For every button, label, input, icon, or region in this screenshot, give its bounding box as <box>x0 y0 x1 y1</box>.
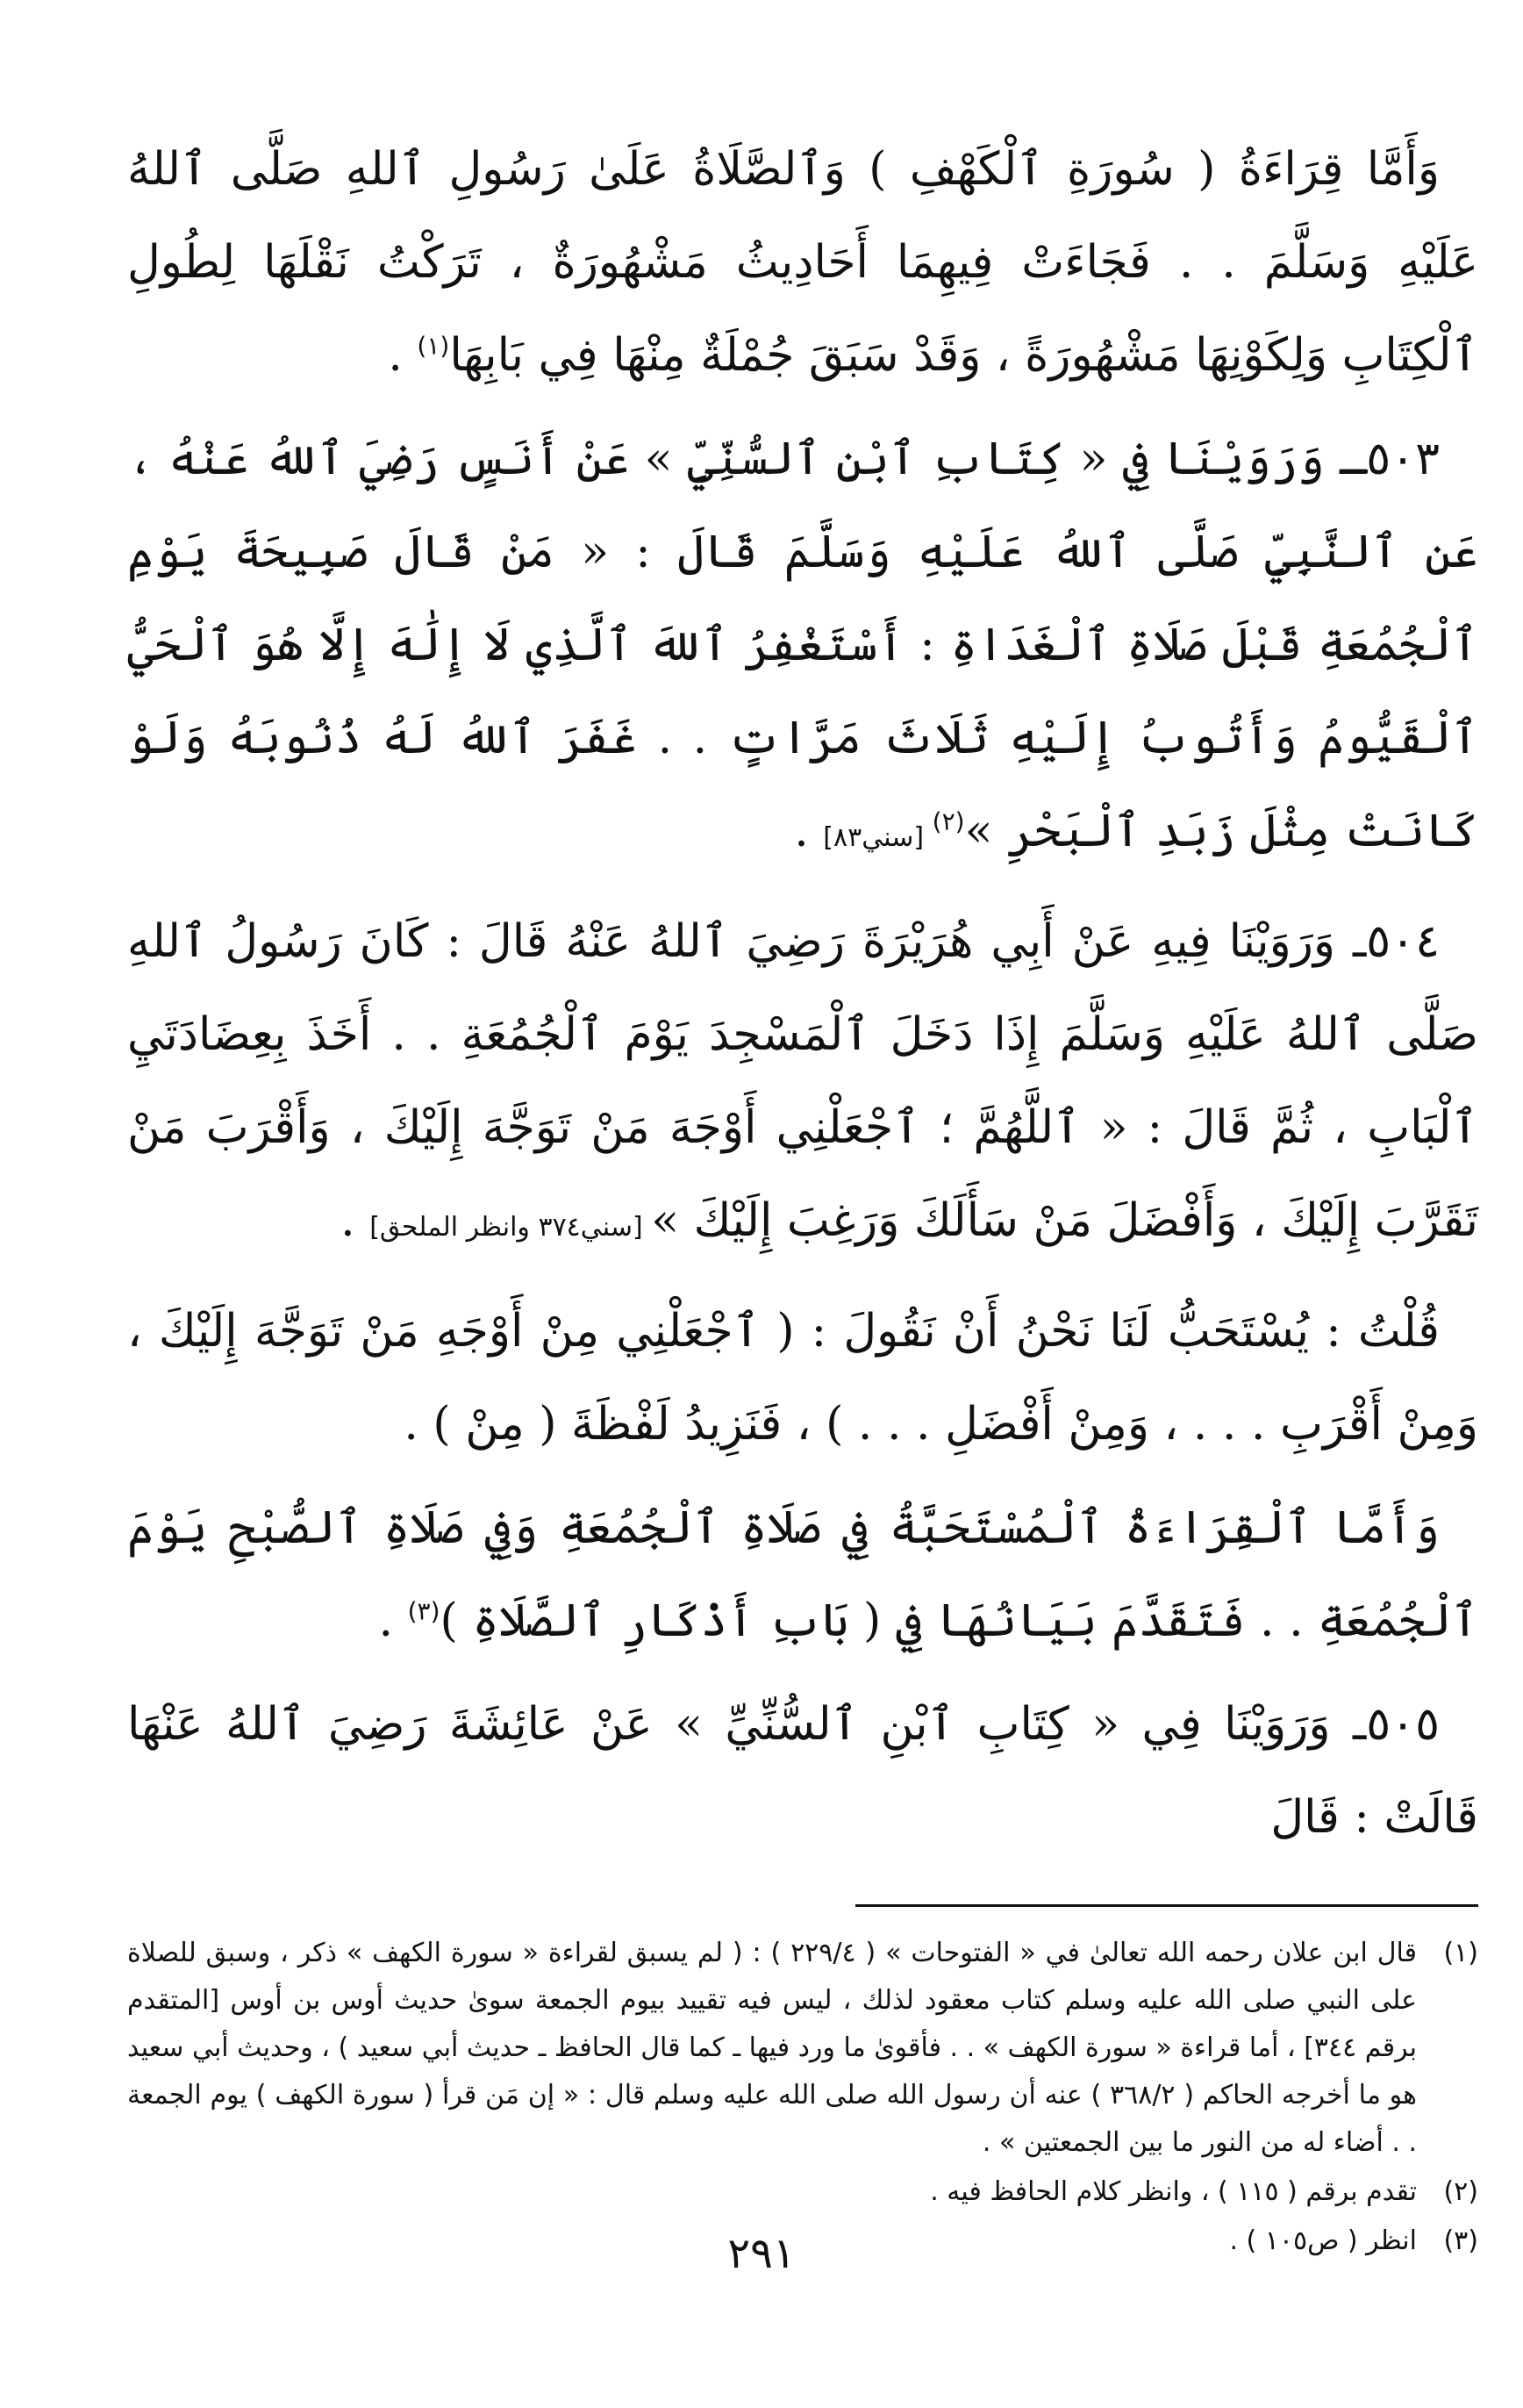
footnote-marker-1[interactable]: (١) <box>417 331 450 361</box>
main-text <box>127 123 1478 1864</box>
paragraph-recommended-reading: وَأَمَّا ٱلْقِرَاءَةُ ٱلْمُسْتَحَبَّةُ فِي صَلَاةِ ٱلْجُمُعَةِ وَفِي صَلَاةِ ٱلصُّبْحِ يَوْمَ ٱلْجُمُعَةِ . . فَتَقَدَّمَ بَيَانُهَا فِي ( بَابِ أَذْكَارِ ٱلصَّلَاةِ )$^{(٣)}$ . <box>127 1501 1478 1647</box>
footnote-number: (١) <box>1443 1938 1478 1968</box>
paragraph-504: ٥٠٤ـ وَرَوَيْنَا فِيهِ عَنْ أَبِي هُرَيْرَةَ رَضِيَ ٱللهُ عَنْهُ قَالَ : كَانَ رَسُولُ ٱللهِ صَلَّى ٱللهُ عَلَيْهِ وَسَلَّمَ إِذَا دَخَلَ ٱلْمَسْجِدَ يَوْمَ ٱلْجُمُعَةِ . . أَخَذَ بِعِضَادَتَيِ ٱلْبَابِ ، ثُمَّ قَالَ : « ٱللَّهُمَّ ؛ ٱجْعَلْنِي أَوْجَهَ مَنْ تَوَجَّهَ إِلَيْكَ ، وَأَقْرَبَ مَنْ تَقَرَّبَ إِلَيْكَ ، وَأَفْضَلَ مَنْ سَأَلَكَ وَرَغِبَ إِلَيْكَ » [سني٣٧٤ وانظر الملحق] . <box>127 915 1478 1247</box>
paragraph-surat-al-kahf: وَأَمَّا قِرَاءَةُ ( سُورَةِ ٱلْكَهْفِ ) وَٱلصَّلَاةُ عَلَىٰ رَسُولِ ٱللهِ صَلَّى ٱللهُ عَلَيْهِ وَسَلَّمَ . . فَجَاءَتْ فِيهِمَا أَحَادِيثُ مَشْهُورَةٌ ، تَرَكْتُ نَقْلَهَا لِطُولِ ٱلْكِتَابِ وَلِكَوْنِهَا مَشْهُورَةً ، وَقَدْ سَبَقَ جُمْلَةٌ مِنْهَا فِي بَابِهَا$^{(١)}$ . <box>127 143 1478 382</box>
footnote-1 <box>127 1930 1478 2167</box>
paragraph-505: ٥٠٥ـ وَرَوَيْنَا فِي « كِتَابِ ٱبْنِ ٱلسُّنِّيِّ » عَنْ عَائِشَةَ رَضِيَ ٱللهُ عَنْهَا قَالَتْ : قَالَ <box>127 1698 1478 1844</box>
page-number: ٢٩١ <box>727 2229 796 2278</box>
footnote-text: قال ابن علان رحمه الله تعالىٰ في « الفتوحات » ( ٢٢٩/٤ ) : ( لم يسبق لقراءة « سورة الكهف » ذكر ، وسبق للصلاة على النبي صلى الله عليه وسلم كتاب معقود لذلك ، ليس فيه تقييد بيوم الجمعة سوىٰ حديث أوس بن أوس [المتقدم برقم ٣٤٤] ، أما قراءة « سورة الكهف » . . فأقوىٰ ما ورد فيها ـ كما قال الحافظ ـ حديث أبي سعيد ) ، وحديث أبي سعيد هو ما أخرجه الحاكم ( ٣٦٨/٢ ) عنه أن رسول الله صلى الله عليه وسلم قال : « إن مَن قرأ ( سورة الكهف ) يوم الجمعة . . أضاء له من النور ما بين الجمعتين » . <box>127 1938 1417 2158</box>
footnote-marker-2[interactable]: (٢) <box>932 806 965 836</box>
source-reference: [سني٨٣] <box>823 822 933 853</box>
footnote-number: (٢) <box>1443 2176 1478 2207</box>
footnote-divider <box>855 1904 1478 1907</box>
page-content <box>127 123 1478 2267</box>
footnotes <box>127 1930 1478 2265</box>
footnote-text: تقدم برقم ( ١١٥ ) ، وانظر كلام الحافظ فيه . <box>930 2176 1417 2207</box>
footnote-number: (٣) <box>1443 2225 1478 2256</box>
footnote-marker-3[interactable]: (٣) <box>407 1596 440 1626</box>
paragraph-503: ٥٠٣ـ وَرَوَيْنَا فِي « كِتَابِ ٱبْنِ ٱلسُّنِّيِّ » عَنْ أَنَسٍ رَضِيَ ٱللهُ عَنْهُ ، عَنِ ٱلنَّبِيِّ صَلَّى ٱللهُ عَلَيْهِ وَسَلَّمَ قَالَ : « مَنْ قَالَ صَبِيحَةَ يَوْمِ ٱلْجُمُعَةِ قَبْلَ صَلَاةِ ٱلْغَدَاةِ : أَسْتَغْفِرُ ٱللهَ ٱلَّذِي لَا إِلَٰهَ إِلَّا هُوَ ٱلْحَيُّ ٱلْقَيُّومُ وَأَتُوبُ إِلَيْهِ ثَلَاثَ مَرَّاتٍ . . غَفَرَ ٱللهُ لَهُ ذُنُوبَهُ وَلَوْ كَانَتْ مِثْلَ زَبَدِ ٱلْبَحْرِ »$^{(٢)}$ [سني٨٣] . <box>127 433 1478 857</box>
footnote-2 <box>127 2168 1478 2216</box>
paragraph-qultu: قُلْتُ : يُسْتَحَبُّ لَنَا نَحْنُ أَنْ نَقُولَ : ( ٱجْعَلْنِي مِنْ أَوْجَهِ مَنْ تَوَجَّهَ إِلَيْكَ ، وَمِنْ أَقْرَبِ . . . ، وَمِنْ أَفْضَلِ . . . ) ، فَنَزِيدُ لَفْظَةَ ( مِنْ ) . <box>127 1305 1478 1451</box>
footnote-text: انظر ( ص١٠٥ ) . <box>1229 2225 1417 2256</box>
source-reference: [سني٣٧٤ وانظر الملحق] <box>369 1212 652 1243</box>
